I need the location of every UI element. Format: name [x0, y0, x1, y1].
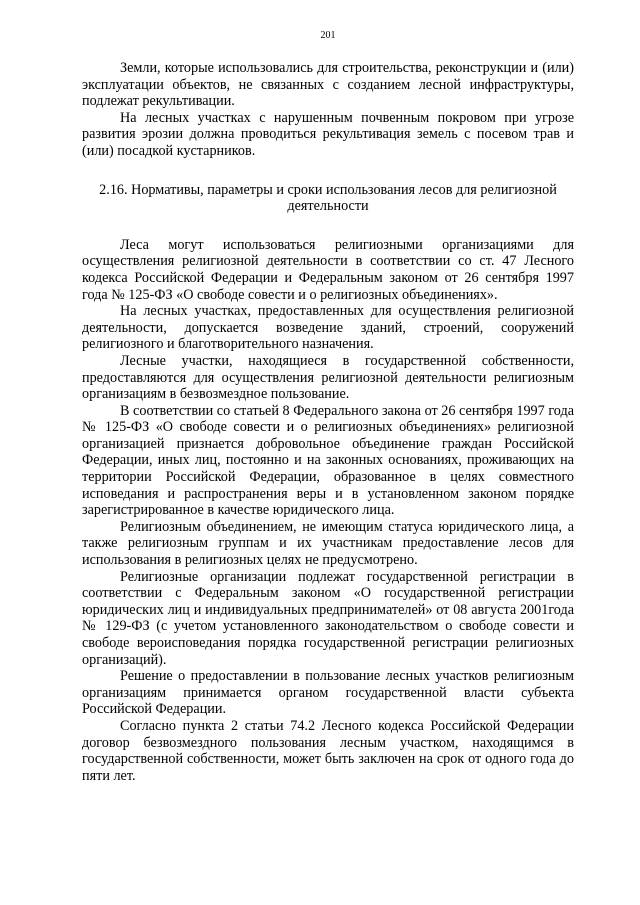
paragraph: Леса могут использоваться религиозными организациями для осуществления религиозной деятельности в соответствии со ст. 47 Лесного кодекса Российской Федерации и Федеральным законом от 26 сентября 1997 года № 125-ФЗ «О свободе совести и о религиозных объединениях». — [82, 236, 574, 303]
paragraph: Земли, которые использовались для строительства, реконструкции и (или) эксплуатации объектов, не связанных с созданием лесной инфраструктуры, подлежат рекультивации. — [82, 60, 574, 110]
paragraph: Лесные участки, находящиеся в государственной собственности, предоставляются для осуществления религиозной деятельности религиозным организациям в безвозмездное пользование. — [82, 352, 574, 403]
paragraph: Религиозные организации подлежат государственной регистрации в соответствии с Федеральным законом «О государственной регистрации юридических лиц и индивидуальных предпринимателей» от 08 августа 2001года № 129-ФЗ (с учетом установленного законодательством о свободе совести и свободе вероисповедания порядка государственной регистрации религиозных организаций). — [82, 568, 574, 668]
section-heading: 2.16. Нормативы, параметры и сроки использования лесов для религиозной деятельности — [99, 181, 557, 215]
paragraph: В соответствии со статьей 8 Федерального закона от 26 сентября 1997 года № 125-ФЗ «О свободе совести и о религиозных объединениях» религиозной организацией признается добровольное объединение граждан Российской Федерации, иных лиц, постоянно и на законных основаниях, проживающих на территории Российской Федерации, образованное в целях совместного исповедания и распространения веры и в установленном законом порядке зарегистрированное в качестве юридического лица. — [82, 402, 574, 519]
paragraph: Согласно пункта 2 статьи 74.2 Лесного кодекса Российской Федерации договор безвозмездного пользования лесным участком, находящимся в государственной собственности, может быть заключен на срок от одного года до пяти лет. — [82, 717, 574, 784]
paragraph: На лесных участках, предоставленных для осуществления религиозной деятельности, допускается возведение зданий, строений, сооружений религиозного и благотворительного назначения. — [82, 303, 574, 353]
page-number: 201 — [320, 30, 336, 41]
document-page — [82, 30, 574, 890]
paragraph: На лесных участках с нарушенным почвенным покровом при угрозе развития эрозии должна проводиться рекультивация земель с посевом трав и (или) посадкой кустарников. — [82, 109, 574, 159]
paragraph: Религиозным объединением, не имеющим статуса юридического лица, а также религиозным группам и их участникам предоставление лесов для использования в религиозных целях не предусмотрено. — [82, 518, 574, 569]
paragraph: Решение о предоставлении в пользование лесных участков религиозным организациям принимается органом государственной власти субъекта Российской Федерации. — [82, 668, 574, 718]
